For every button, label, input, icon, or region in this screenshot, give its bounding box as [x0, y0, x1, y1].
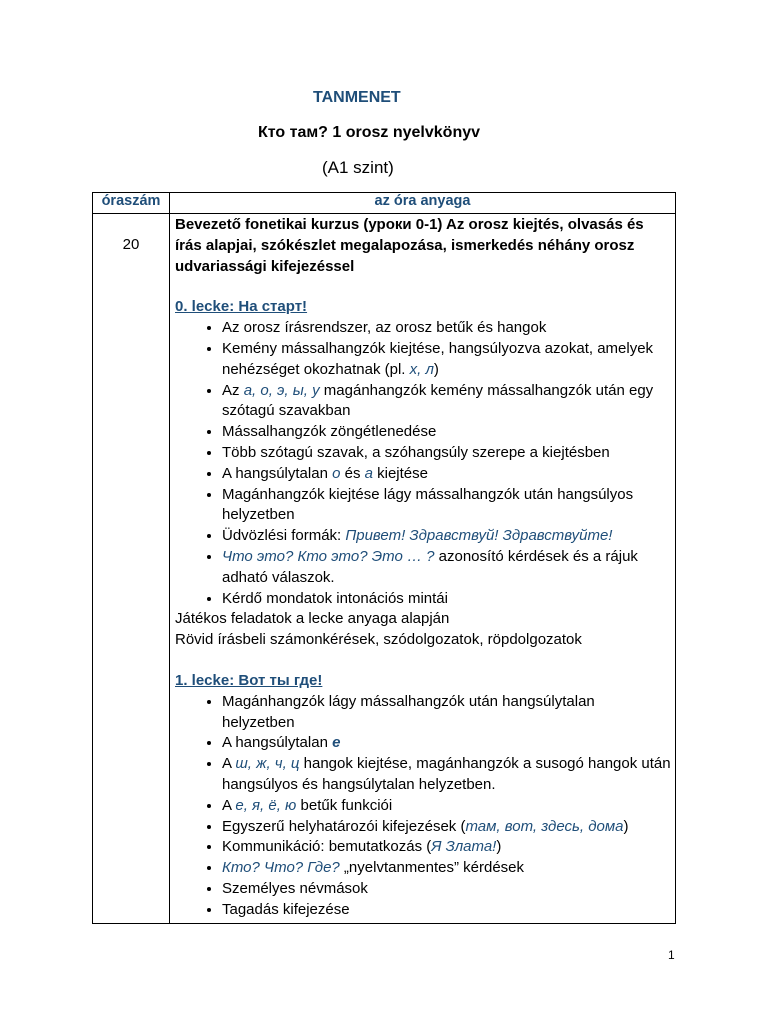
topic-text: Tagadás kifejezése: [222, 900, 350, 918]
russian-example: Кто? Что? Где?: [222, 859, 340, 877]
topic-text: és: [340, 464, 365, 482]
topic-text: Az: [222, 381, 244, 399]
topic-text: Több szótagú szavak, a szóhangsúly szerepe a kiejtésben: [222, 443, 610, 461]
list-item: [222, 858, 671, 879]
list-item: [222, 526, 671, 547]
level-label: (A1 szint): [322, 158, 394, 177]
topic-text: A: [222, 755, 236, 773]
topic-text: Kérdő mondatok intonációs mintái: [222, 589, 448, 607]
topic-text: magánhangzók kemény mássalhangzók után egy szótagú szavakban: [222, 381, 654, 420]
topic-text: hangok kiejtése, magánhangzók a susogó hangok után hangsúlyos és hangsúlytalan helyzetben.: [222, 755, 671, 793]
list-item: [222, 692, 671, 734]
topic-text: ): [496, 838, 502, 856]
russian-example: а: [364, 464, 373, 482]
topic-text: „nyelvtanmentes” kérdések: [339, 859, 525, 877]
topic-text: Kemény mássalhangzók kiejtése, hangsúlyozva azokat, amelyek nehézséget okozhatnak (pl.: [222, 339, 654, 378]
hours-cell: 20: [93, 214, 170, 924]
list-item: [222, 422, 671, 443]
topic-text: ): [623, 817, 629, 835]
lesson-0-extra-tests: Rövid írásbeli számonkérések, szódolgozatok, röpdolgozatok: [175, 631, 582, 649]
russian-example: Привет! Здравствуй! Здравствуйте!: [345, 527, 613, 545]
russian-example: х, л: [409, 360, 434, 378]
list-item: [222, 837, 671, 858]
list-item: [222, 464, 671, 485]
topic-text: ): [433, 360, 439, 378]
russian-example: там, вот, здесь, дома: [465, 817, 624, 835]
table-row: [93, 214, 676, 924]
lesson-1-topics: [175, 692, 671, 921]
topic-text: Egyszerű helyhatározói kifejezések (: [222, 817, 466, 835]
list-item: [222, 381, 671, 423]
list-item: [222, 817, 671, 838]
topic-text: A: [222, 796, 236, 814]
russian-example: ш, ж, ч, ц: [235, 755, 300, 773]
list-item: [222, 547, 671, 589]
list-item: [222, 318, 671, 339]
topic-text: Magánhangzók lágy mássalhangzók után hangsúlytalan helyzetben: [222, 692, 595, 731]
list-item: [222, 754, 671, 796]
topic-text: Az orosz írásrendszer, az orosz betűk és hangok: [222, 319, 547, 337]
topic-text: Személyes névmások: [222, 879, 368, 897]
topic-text: kiejtése: [372, 464, 428, 482]
russian-example: а, о, э, ы, у: [243, 381, 320, 399]
lesson-0-heading: 0. lecke: На старт!: [175, 298, 308, 316]
russian-example: о: [332, 464, 341, 482]
column-header-hours: óraszám: [93, 193, 170, 214]
list-item: [222, 485, 671, 527]
list-item: [222, 589, 671, 610]
list-item: [222, 733, 671, 754]
topic-text: azonosító kérdések és a rájuk adható válaszok.: [222, 547, 638, 586]
topic-text: A hangsúlytalan: [222, 464, 333, 482]
list-item: [222, 443, 671, 464]
syllabus-table: [92, 192, 676, 924]
lesson-0-extra-activities: Játékos feladatok a lecke anyaga alapján: [175, 610, 450, 628]
page-number: 1: [668, 948, 675, 962]
list-item: [222, 796, 671, 817]
russian-example: Я Злата!: [431, 838, 497, 856]
table-header-row: [93, 193, 676, 214]
list-item: [222, 900, 671, 921]
topic-text: Magánhangzók kiejtése lágy mássalhangzók után hangsúlyos helyzetben: [222, 485, 634, 524]
topic-text: A hangsúlytalan: [222, 734, 333, 752]
topic-text: Kommunikáció: bemutatkozás (: [222, 838, 432, 856]
content-cell: [170, 214, 676, 924]
russian-example: е, я, ё, ю: [235, 796, 297, 814]
topic-text: Mássalhangzók zöngétlenedése: [222, 423, 437, 441]
lesson-0-topics: [175, 318, 671, 609]
intro-paragraph: Bevezető fonetikai kurzus (уроки 0-1) Az orosz kiejtés, olvasás és írás alapjai, szókészlet megalapozása, ismerkedés néhány orosz udvariassági kifejezéssel: [175, 216, 644, 275]
russian-example: е: [332, 734, 341, 752]
russian-example: Что это? Кто это? Это … ?: [222, 547, 435, 565]
column-header-content: az óra anyaga: [170, 193, 676, 214]
document-subtitle: Кто там? 1 orosz nyelvkönyv: [258, 124, 481, 141]
lesson-1-heading: 1. lecke: Вот ты где!: [175, 671, 323, 689]
list-item: [222, 879, 671, 900]
document-title: TANMENET: [313, 89, 401, 106]
topic-text: betűk funkciói: [296, 796, 393, 814]
topic-text: Üdvözlési formák:: [222, 527, 346, 545]
list-item: [222, 339, 671, 381]
